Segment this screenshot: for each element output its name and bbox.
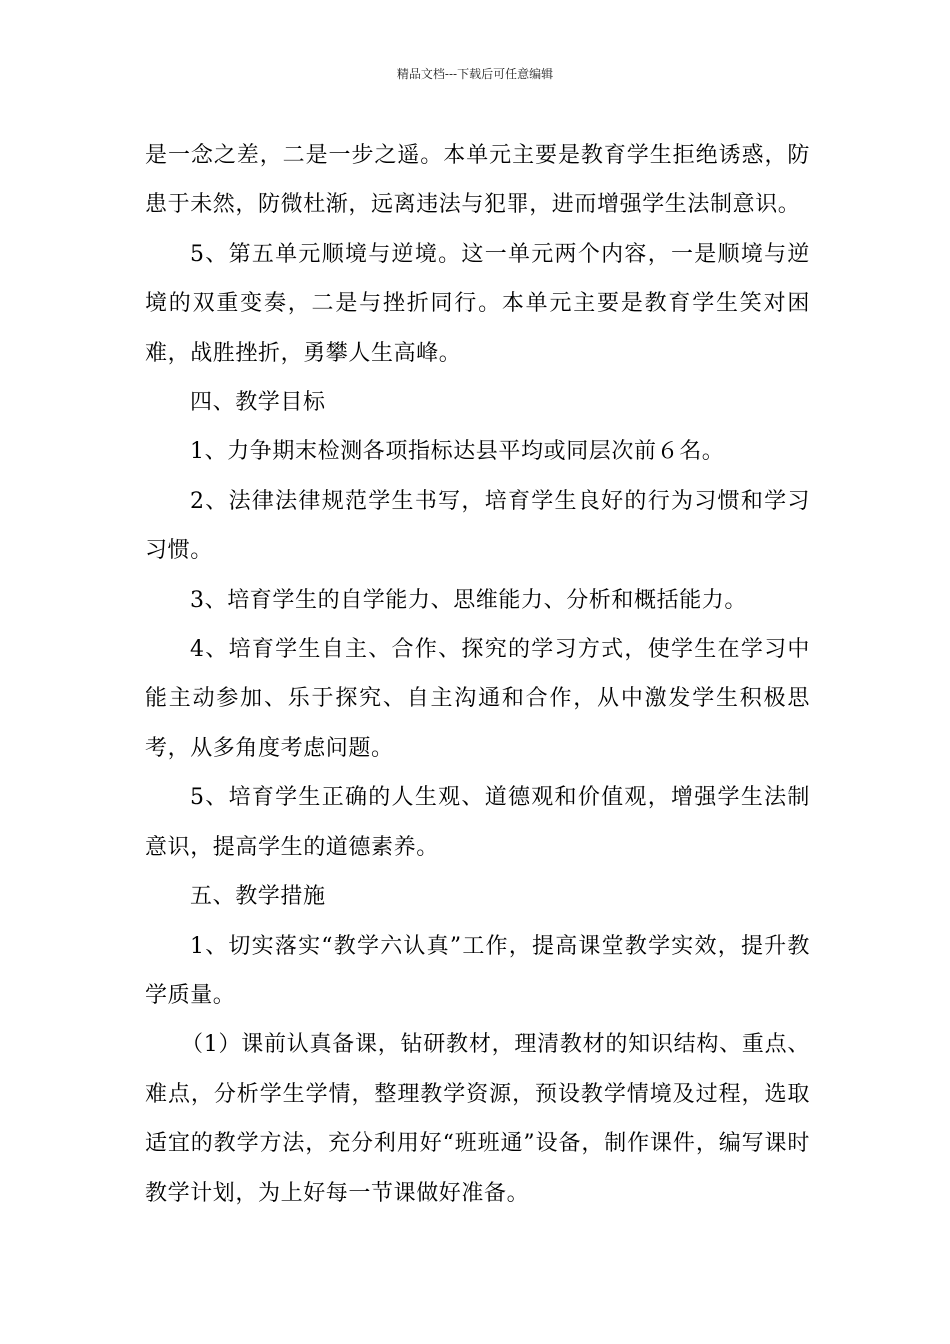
paragraph-unit-five: 5、第五单元顺境与逆境。这一单元两个内容，一是顺境与逆境的双重变奏，二是与挫折同行。本单元主要是教育学生笑对困难，战胜挫折，勇攀人生高峰。 [145,241,810,366]
measure-item-1: 1、切实落实“教学六认真”工作，提高课堂教学实效，提升教学质量。 [145,933,810,1008]
page-header: 精品文档---下载后可任意编辑 [396,67,554,81]
goal-item-2: 2、法律法律规范学生书写，培育学生良好的行为习惯和学习习惯。 [145,488,810,564]
section-heading-teaching-goals: 四、教学目标 [190,390,326,416]
goal-item-5: 5、培育学生正确的人生观、道德观和价值观，增强学生法制意识，提高学生的道德素养。 [145,785,810,860]
goal-item-3: 3、培育学生的自学能力、思维能力、分析和概括能力。 [190,587,747,613]
paragraph-continuation: 是一念之差，二是一步之遥。本单元主要是教育学生拒绝诱惑，防患于未然，防微杜渐，远离违法与犯罪，进而增强学生法制意识。 [145,143,810,218]
measure-subitem-1: （1）课前认真备课，钻研教材，理清教材的知识结构、重点、难点，分析学生学情，整理教学资源，预设教学情境及过程，选取适宜的教学方法，充分利用好“班班通”设备，制作课件，编写课时教学计划，为上好每一节课做好准备。 [145,1032,810,1206]
document-body [145,131,810,1218]
goal-item-4: 4、培育学生自主、合作、探究的学习方式，使学生在学习中能主动参加、乐于探究、自主沟通和合作，从中激发学生积极思考，从多角度考虑问题。 [145,637,810,761]
section-heading-teaching-measures: 五、教学措施 [190,884,326,910]
goal-item-1: 1、力争期末检测各项指标达县平均或同层次前６名。 [190,439,725,465]
